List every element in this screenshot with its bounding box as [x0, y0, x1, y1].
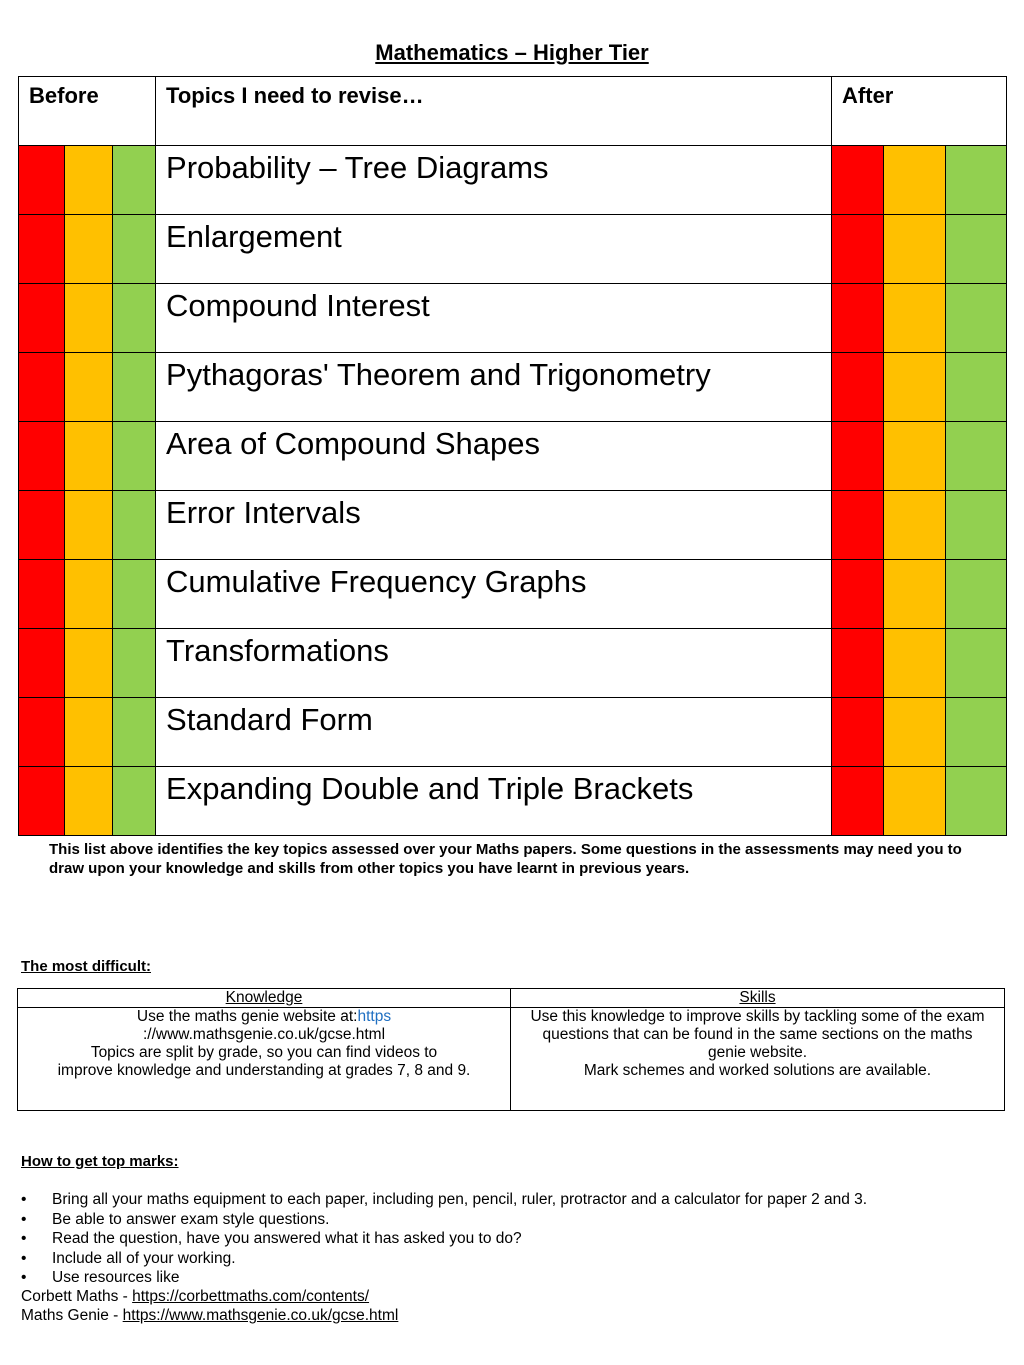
list-item: • Include all of your working. [21, 1249, 867, 1269]
before-red-box[interactable] [19, 767, 65, 836]
topic-label: Expanding Double and Triple Brackets [156, 767, 832, 836]
topic-label: Cumulative Frequency Graphs [156, 560, 832, 629]
after-amber-box[interactable] [884, 284, 946, 353]
before-green-box[interactable] [113, 284, 156, 353]
before-red-box[interactable] [19, 146, 65, 215]
after-red-box[interactable] [832, 767, 884, 836]
page-title: Mathematics – Higher Tier [375, 40, 649, 65]
before-green-box[interactable] [113, 491, 156, 560]
resource-corbett [21, 1288, 369, 1306]
after-amber-box[interactable] [884, 422, 946, 491]
after-green-box[interactable] [946, 767, 1007, 836]
after-green-box[interactable] [946, 284, 1007, 353]
topic-label: Enlargement [156, 215, 832, 284]
after-red-box[interactable] [832, 629, 884, 698]
topics-note: This list above identifies the key topics assessed over your Maths papers. Some questions in the assessments may need you to draw upon your knowledge and skills from other topics you have learnt in previous years. [49, 841, 962, 877]
after-red-box[interactable] [832, 698, 884, 767]
before-green-box[interactable] [113, 146, 156, 215]
table-row [19, 353, 1007, 422]
before-amber-box[interactable] [65, 698, 113, 767]
before-amber-box[interactable] [65, 422, 113, 491]
after-amber-box[interactable] [884, 491, 946, 560]
after-amber-box[interactable] [884, 698, 946, 767]
skills-line-4: Mark schemes and worked solutions are available. [583, 1062, 932, 1079]
after-amber-box[interactable] [884, 767, 946, 836]
before-red-box[interactable] [19, 422, 65, 491]
before-red-box[interactable] [19, 491, 65, 560]
skills-line-3: genie website. [707, 1044, 808, 1061]
before-red-box[interactable] [19, 284, 65, 353]
knowledge-skills-table [17, 988, 1005, 1111]
resource-label: Corbett Maths - [21, 1288, 133, 1305]
before-amber-box[interactable] [65, 629, 113, 698]
after-red-box[interactable] [832, 146, 884, 215]
after-amber-box[interactable] [884, 215, 946, 284]
before-green-box[interactable] [113, 629, 156, 698]
after-red-box[interactable] [832, 215, 884, 284]
topic-label: Probability – Tree Diagrams [156, 146, 832, 215]
before-green-box[interactable] [113, 767, 156, 836]
table-row [19, 422, 1007, 491]
before-amber-box[interactable] [65, 353, 113, 422]
after-red-box[interactable] [832, 491, 884, 560]
topics-header: Topics I need to revise… [156, 77, 832, 146]
before-amber-box[interactable] [65, 491, 113, 560]
skills-line-1: Use this knowledge to improve skills by tackling some of the exam [530, 1008, 985, 1025]
after-green-box[interactable] [946, 491, 1007, 560]
after-green-box[interactable] [946, 353, 1007, 422]
revision-table [18, 76, 1007, 836]
skills-line-2: questions that can be found in the same sections on the maths [542, 1026, 973, 1043]
table-row [19, 767, 1007, 836]
after-green-box[interactable] [946, 215, 1007, 284]
before-amber-box[interactable] [65, 215, 113, 284]
before-red-box[interactable] [19, 698, 65, 767]
after-amber-box[interactable] [884, 560, 946, 629]
after-green-box[interactable] [946, 560, 1007, 629]
table-row [19, 284, 1007, 353]
resource-mathsgenie [21, 1307, 398, 1325]
before-red-box[interactable] [19, 353, 65, 422]
after-red-box[interactable] [832, 353, 884, 422]
skills-cell [511, 1008, 1005, 1111]
mathsgenie-link-start[interactable]: https [357, 1008, 392, 1025]
topic-label: Area of Compound Shapes [156, 422, 832, 491]
before-red-box[interactable] [19, 629, 65, 698]
knowledge-line-3: Topics are split by grade, so you can find videos to [90, 1044, 438, 1061]
after-amber-box[interactable] [884, 146, 946, 215]
knowledge-cell [18, 1008, 511, 1111]
table-row [19, 560, 1007, 629]
list-item: • Be able to answer exam style questions. [21, 1210, 867, 1230]
before-red-box[interactable] [19, 560, 65, 629]
knowledge-header: Knowledge [18, 989, 511, 1008]
resource-label: Maths Genie - [21, 1307, 123, 1324]
list-item: • Read the question, have you answered what it has asked you to do? [21, 1229, 867, 1249]
list-item: • Bring all your maths equipment to each paper, including pen, pencil, ruler, protractor and a calculator for paper 2 and 3. [21, 1190, 867, 1210]
topic-label: Pythagoras' Theorem and Trigonometry [156, 353, 832, 422]
before-green-box[interactable] [113, 215, 156, 284]
tips-list [21, 1190, 867, 1288]
knowledge-line-2[interactable]: ://www.mathsgenie.co.uk/gcse.html [142, 1026, 386, 1043]
before-amber-box[interactable] [65, 146, 113, 215]
before-green-box[interactable] [113, 353, 156, 422]
topic-label: Transformations [156, 629, 832, 698]
table-row [19, 491, 1007, 560]
knowledge-line-4: improve knowledge and understanding at grades 7, 8 and 9. [57, 1062, 471, 1079]
after-amber-box[interactable] [884, 629, 946, 698]
knowledge-line-1: Use the maths genie website at: [136, 1008, 358, 1025]
list-item: • Use resources like [21, 1268, 867, 1288]
before-green-box[interactable] [113, 422, 156, 491]
skills-header: Skills [511, 989, 1005, 1008]
after-header: After [832, 77, 1007, 146]
before-amber-box[interactable] [65, 284, 113, 353]
topic-label: Standard Form [156, 698, 832, 767]
table-row [19, 629, 1007, 698]
before-amber-box[interactable] [65, 560, 113, 629]
topic-label: Error Intervals [156, 491, 832, 560]
before-header: Before [19, 77, 156, 146]
after-green-box[interactable] [946, 146, 1007, 215]
after-red-box[interactable] [832, 284, 884, 353]
after-red-box[interactable] [832, 422, 884, 491]
topic-label: Compound Interest [156, 284, 832, 353]
before-amber-box[interactable] [65, 767, 113, 836]
after-green-box[interactable] [946, 698, 1007, 767]
corbettmaths-link[interactable]: https://corbettmaths.com/contents/ [132, 1288, 370, 1305]
after-amber-box[interactable] [884, 353, 946, 422]
table-row [19, 146, 1007, 215]
after-green-box[interactable] [946, 629, 1007, 698]
before-green-box[interactable] [113, 560, 156, 629]
after-green-box[interactable] [946, 422, 1007, 491]
before-green-box[interactable] [113, 698, 156, 767]
mathsgenie-link[interactable]: https://www.mathsgenie.co.uk/gcse.html [122, 1307, 399, 1324]
top-marks-heading: How to get top marks: [21, 1153, 179, 1170]
table-row [19, 698, 1007, 767]
before-red-box[interactable] [19, 215, 65, 284]
after-red-box[interactable] [832, 560, 884, 629]
table-row [19, 215, 1007, 284]
most-difficult-heading: The most difficult: [21, 958, 151, 975]
